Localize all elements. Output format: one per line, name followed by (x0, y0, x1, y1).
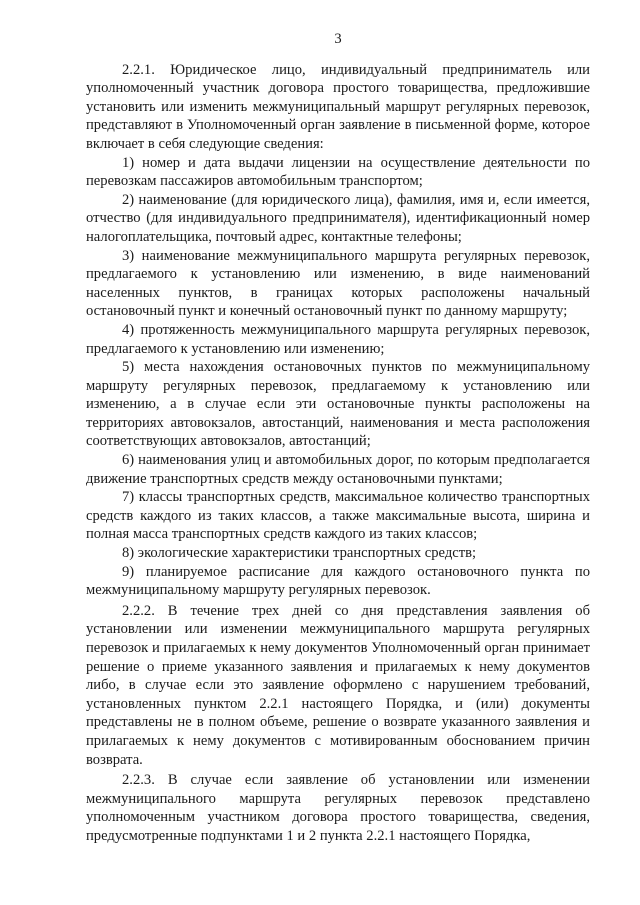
list-item-7: 7) классы транспортных средств, максимальное количество транспортных средств каждого из таких классов, а также максимальные высота, ширина и полная масса транспортных средств каждого из таких классов; (86, 489, 590, 543)
list-item-3: 3) наименование межмуниципального маршрута регулярных перевозок, предлагаемого к установлению или изменению, в виде наименований населенных пунктов, в границах которых расположены начальный остановочный пункт и конечный остановочный пункт по данному маршруту; (86, 247, 590, 320)
list-item-1: 1) номер и дата выдачи лицензии на осуществление деятельности по перевозкам пассажиров автомобильным транспортом; (86, 154, 590, 190)
paragraph-2-2-2: 2.2.2. В течение трех дней со дня представления заявления об установлении или изменении межмуниципального маршрута регулярных перевозок и прилагаемых к нему документов Уполномоченный орган принимает решение о приеме указанного заявления и прилагаемых к нему документов либо, в случае если это заявление оформлено с нарушением требований, установленных пунктом 2.2.1 настоящего Порядка, и (или) документы представлены не в полном объеме, решение о возврате указанного заявления и прилагаемых к нему документов с мотивированным обоснованием причин возврата. (86, 602, 590, 768)
list-item-6: 6) наименования улиц и автомобильных дорог, по которым предполагается движение транспортных средств между остановочными пунктами; (86, 452, 590, 487)
list-item-2: 2) наименование (для юридического лица), фамилия, имя и, если имеется, отчество (для индивидуального предпринимателя), идентификационный номер налогоплательщика, почтовый адрес, контактные телефоны; (86, 191, 590, 245)
paragraph-2-2-3: 2.2.3. В случае если заявление об установлении или изменении межмуниципального маршрута регулярных перевозок представлено уполномоченным участником договора простого товарищества, сведения, предусмотренные подпунктами 1 и 2 пункта 2.2.1 настоящего Порядка, (86, 772, 590, 844)
document-page (86, 30, 590, 846)
paragraph-2-2-1: 2.2.1. Юридическое лицо, индивидуальный предприниматель или уполномоченный участник договора простого товарищества, предложившие установить или изменить межмуниципальный маршрут регулярных перевозок, представляют в Уполномоченный орган заявление в письменной форме, которое включает в себя следующие сведения: (86, 61, 590, 152)
list-item-8: 8) экологические характеристики транспортных средств; (122, 545, 477, 562)
page-number: 3 (334, 31, 342, 47)
list-item-5: 5) места нахождения остановочных пунктов по межмуниципальному маршруту регулярных перевозок, предлагаемому к установлению или изменению, а в случае если эти остановочные пункты расположены на территориях автовокзалов, автостанций, наименования и места расположения соответствующих автовокзалов, автостанций; (86, 359, 590, 450)
list-item-4: 4) протяженность межмуниципального маршрута регулярных перевозок, предлагаемого к установлению или изменению; (86, 321, 590, 357)
list-item-9: 9) планируемое расписание для каждого остановочного пункта по межмуниципальному маршруту регулярных перевозок. (86, 563, 590, 599)
